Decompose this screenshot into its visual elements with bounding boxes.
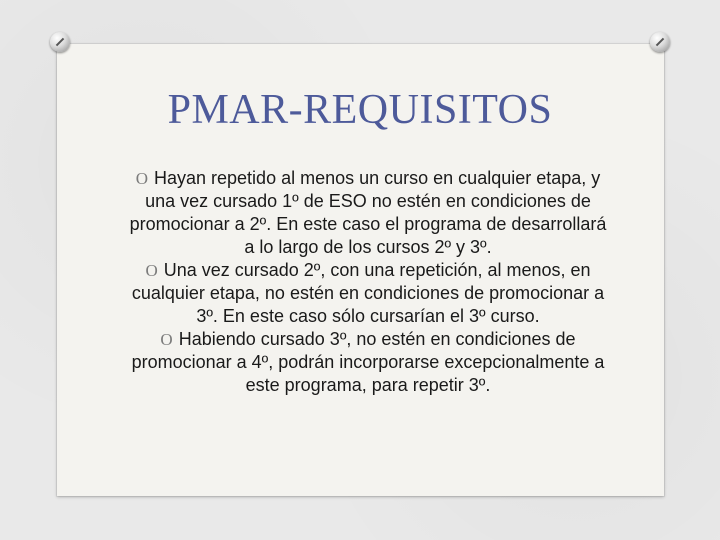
bullet-marker-icon: O: [135, 169, 148, 188]
bullet-text: Habiendo cursado 3º, no estén en condiciones de promocionar a 4º, podrán incorporarse excepcionalmente a este programa, para repetir 3º.: [131, 329, 605, 395]
bullet-text: Una vez cursado 2º, con una repetición, al menos, en cualquier etapa, no estén en condiciones de promocionar a 3º. En este caso sólo cursarían el 3º curso.: [131, 260, 605, 326]
list-item: [128, 259, 608, 328]
bullet-text: Hayan repetido al menos un curso en cualquier etapa, y una vez cursado 1º de ESO no estén en condiciones de promocionar a 2º. En este caso el programa de desarrollará a lo largo de los cursos 2º y 3º.: [129, 168, 607, 257]
pushpin-icon: [650, 32, 670, 52]
list-item: [128, 167, 608, 259]
pushpin-icon: [50, 32, 70, 52]
slide-title: PMAR-REQUISITOS: [167, 87, 553, 133]
bullet-marker-icon: O: [160, 330, 173, 349]
bullet-list: [128, 167, 608, 397]
list-item: [128, 328, 608, 397]
bullet-marker-icon: O: [145, 261, 158, 280]
